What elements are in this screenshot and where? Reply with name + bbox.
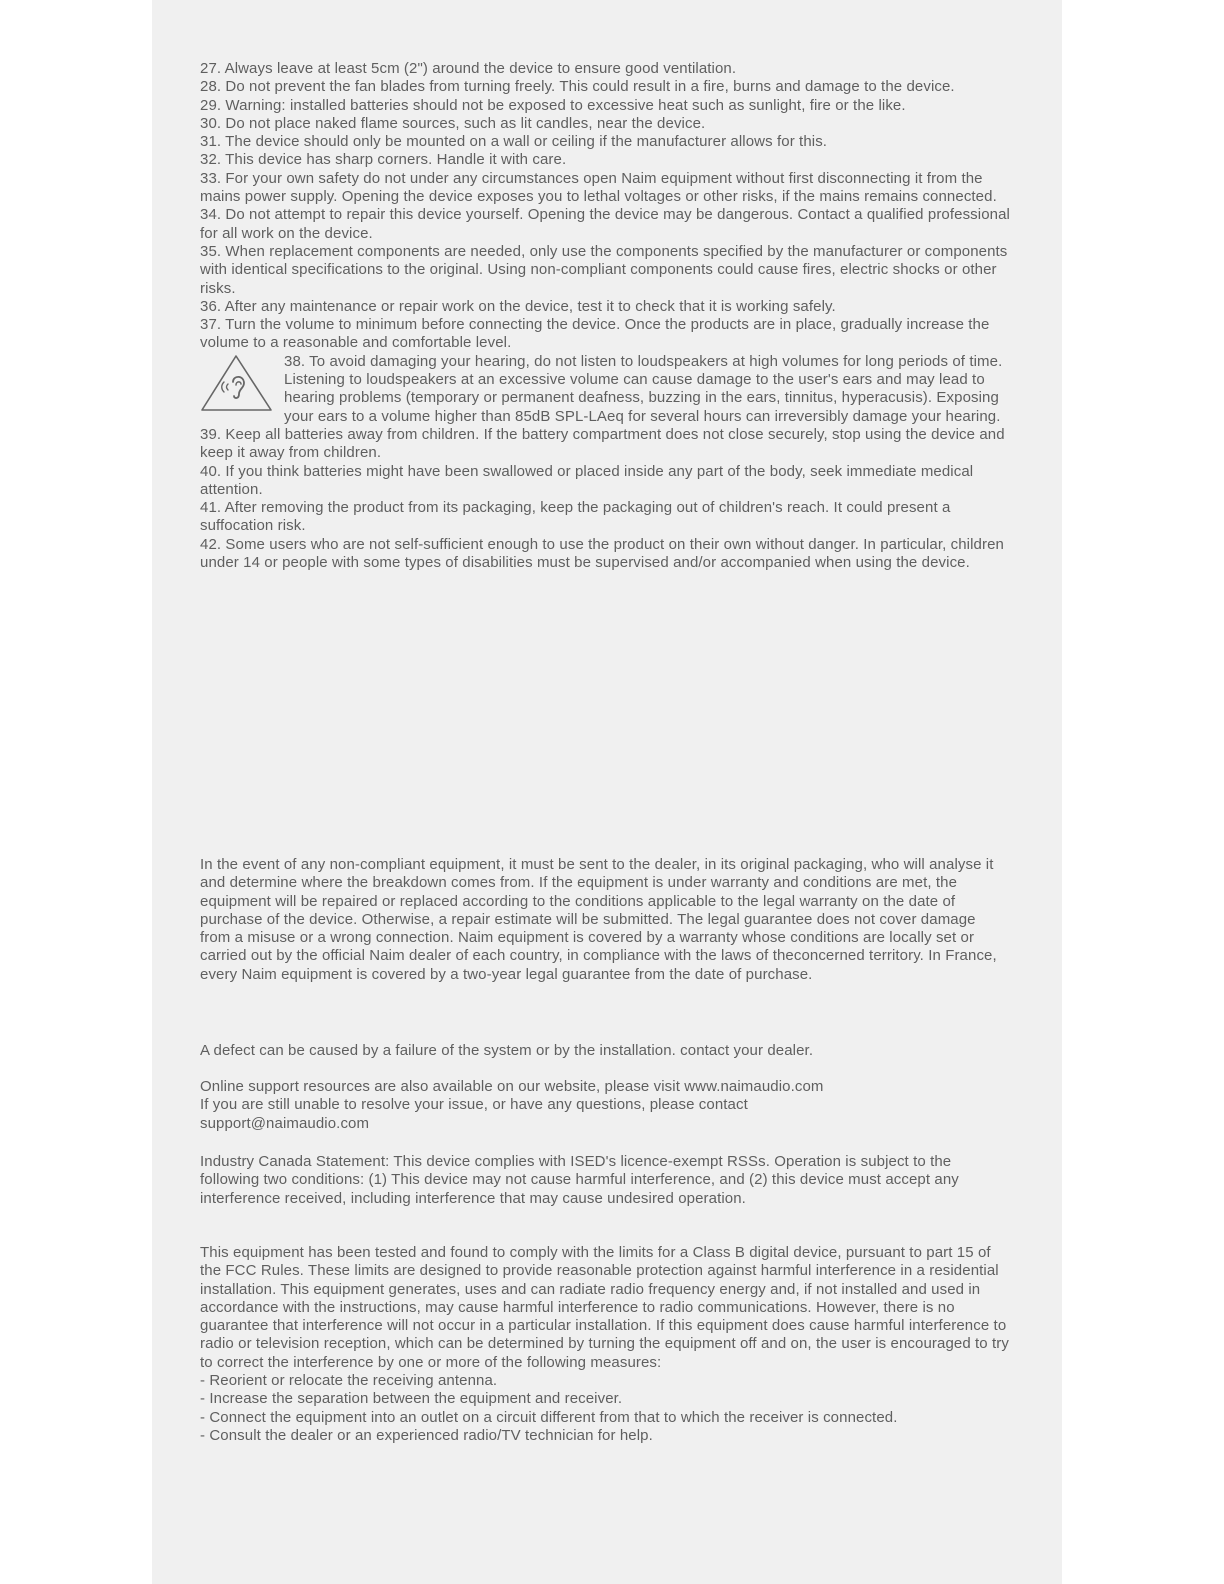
safety-item-37: 37. Turn the volume to minimum before connecting the device. Once the products are in place, gradually increase the volume to a reasonable and comfortable level.	[200, 316, 990, 352]
defect-section	[200, 1042, 1010, 1060]
fcc-section	[200, 1244, 1010, 1445]
warranty-paragraph: In the event of any non-compliant equipment, it must be sent to the dealer, in its original packaging, who will analyse it and determine where the breakdown comes from. If the equipment is under warranty and conditions are met, the equipment will be repaired or replaced according to the conditions applicable to the legal warranty on the date of purchase of the device. Otherwise, a repair estimate will be submitted. The legal guarantee does not cover damage from a misuse or a wrong connection. Naim equipment is covered by a warranty whose conditions are locally set or carried out by the official Naim dealer of each country, in compliance with the laws of theconcerned territory. In France, every Naim equipment is covered by a two-year legal guarantee from the date of purchase.	[200, 856, 997, 983]
safety-instructions	[200, 60, 1010, 572]
support-line-website: Online support resources are also available on our website, please visit www.naimaudio.com	[200, 1078, 824, 1095]
safety-item-28: 28. Do not prevent the fan blades from turning freely. This could result in a fire, burns and damage to the device.	[200, 78, 955, 96]
support-email: support@naimaudio.com	[200, 1114, 370, 1132]
safety-item-42: 42. Some users who are not self-sufficient enough to use the product on their own without danger. In particular, children under 14 or people with some types of disabilities must be supervised and/or accompanied when using the device.	[200, 535, 1004, 572]
safety-item-40: 40. If you think batteries might have been swallowed or placed inside any part of the body, seek immediate medical attention.	[200, 462, 974, 498]
warranty-section	[200, 856, 1010, 984]
safety-item-39: 39. Keep all batteries away from children. If the battery compartment does not close securely, stop using the device and keep it away from children.	[200, 425, 1005, 462]
hearing-warning	[200, 353, 1010, 426]
fcc-measure-reorient: - Reorient or relocate the receiving antenna.	[200, 1372, 498, 1390]
safety-item-30: 30. Do not place naked flame sources, such as lit candles, near the device.	[200, 114, 706, 132]
safety-item-36: 36. After any maintenance or repair work on the device, test it to check that it is working safely.	[200, 297, 836, 315]
fcc-measure-consult: - Consult the dealer or an experienced radio/TV technician for help.	[200, 1426, 653, 1444]
safety-item-33: 33. For your own safety do not under any circumstances open Naim equipment without first disconnecting it from the mains power supply. Opening the device exposes you to lethal voltages or other risks, if the mains remains connected.	[200, 169, 997, 206]
canada-statement: Industry Canada Statement: This device complies with ISED's licence-exempt RSSs. Operation is subject to the following two conditions: (1) This device may not cause harmful interference, and (2) this device must accept any interference received, including interference that may cause undesired operation.	[200, 1153, 959, 1207]
safety-item-41: 41. After removing the product from its packaging, keep the packaging out of children's reach. It could present a suffocation risk.	[200, 499, 951, 535]
defect-paragraph: A defect can be caused by a failure of the system or by the installation. contact your dealer.	[200, 1042, 814, 1059]
safety-item-27: 27. Always leave at least 5cm (2") around the device to ensure good ventilation.	[200, 60, 737, 77]
support-line-contact: If you are still unable to resolve your issue, or have any questions, please contact	[200, 1096, 748, 1114]
safety-item-34: 34. Do not attempt to repair this device yourself. Opening the device may be dangerous. Contact a qualified professional for all work on the device.	[200, 206, 1010, 242]
fcc-measure-separation: - Increase the separation between the equipment and receiver.	[200, 1390, 623, 1408]
support-section	[200, 1078, 1010, 1133]
safety-item-29: 29. Warning: installed batteries should not be exposed to excessive heat such as sunlight, fire or the like.	[200, 96, 906, 114]
safety-item-32: 32. This device has sharp corners. Handle it with care.	[200, 151, 567, 169]
safety-item-35: 35. When replacement components are needed, only use the components specified by the manufacturer or components with identical specifications to the original. Using non-compliant components could cause fires, electric shocks or other risks.	[200, 242, 1008, 297]
canada-section	[200, 1153, 1010, 1208]
hearing-warning-icon	[200, 353, 278, 413]
safety-item-38: 38. To avoid damaging your hearing, do not listen to loudspeakers at high volumes for long periods of time. Listening to loudspeakers at an excessive volume can cause damage to the user's ears and may lead to hearing problems (temporary or permanent deafness, buzzing in the ears, tinnitus, hyperacusis). Exposing your ears to a volume higher than 85dB SPL-LAeq for several hours can irreversibly damage your hearing.	[284, 352, 1003, 425]
fcc-statement: This equipment has been tested and found to comply with the limits for a Class B digital device, pursuant to part 15 of the FCC Rules. These limits are designed to provide reasonable protection against harmful interference in a residential installation. This equipment generates, uses and can radiate radio frequency energy and, if not installed and used in accordance with the instructions, may cause harmful interference to radio communications. However, there is no guarantee that interference will not occur in a particular installation. If this equipment does cause harmful interference to radio or television reception, which can be determined by turning the equipment off and on, the user is encouraged to try to correct the interference by one or more of the following measures:	[200, 1244, 1009, 1371]
fcc-measure-outlet: - Connect the equipment into an outlet on a circuit different from that to which the receiver is connected.	[200, 1408, 898, 1426]
safety-item-31: 31. The device should only be mounted on a wall or ceiling if the manufacturer allows for this.	[200, 133, 828, 151]
